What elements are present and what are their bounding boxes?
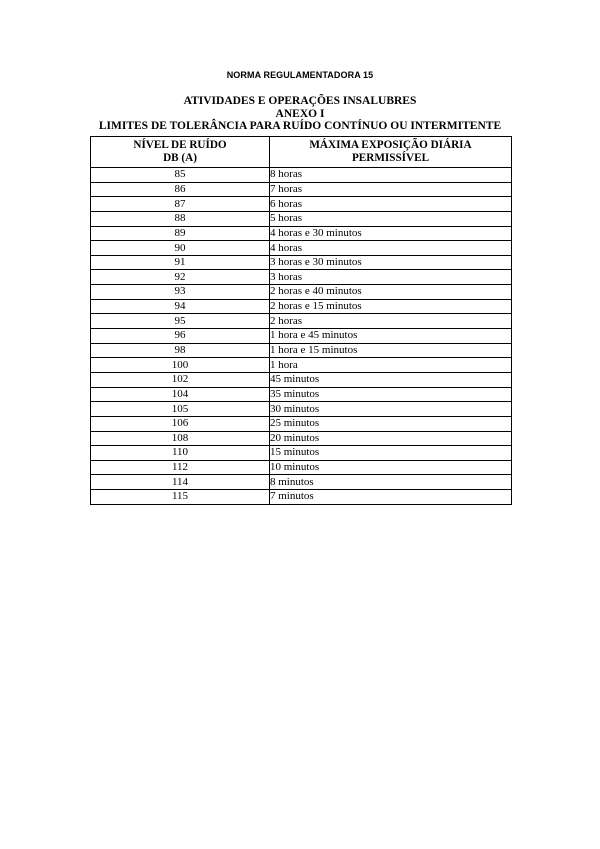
table-row [91,285,512,300]
noise-level-cell: 94 [91,299,270,314]
table-row [91,460,512,475]
table-row [91,299,512,314]
noise-level-cell: 90 [91,241,270,256]
noise-level-cell: 115 [91,490,270,505]
max-exposure-cell: 45 minutos [270,372,512,387]
column-header-noise-level [91,137,270,168]
max-exposure-cell: 20 minutos [270,431,512,446]
annex-label: ANEXO I [275,107,325,120]
noise-level-cell: 86 [91,182,270,197]
noise-level-cell: 106 [91,416,270,431]
noise-level-cell: 98 [91,343,270,358]
max-exposure-cell: 2 horas e 40 minutos [270,285,512,300]
table-row [91,314,512,329]
noise-level-cell: 91 [91,255,270,270]
noise-level-cell: 108 [91,431,270,446]
noise-level-cell: 112 [91,460,270,475]
table-row [91,446,512,461]
noise-level-cell: 102 [91,372,270,387]
max-exposure-cell: 25 minutos [270,416,512,431]
table-row [91,343,512,358]
document-title: ATIVIDADES E OPERAÇÕES INSALUBRES [183,95,417,107]
max-exposure-cell: 4 horas e 30 minutos [270,226,512,241]
table-row [91,372,512,387]
noise-limits-table [90,136,512,505]
noise-level-cell: 92 [91,270,270,285]
noise-level-cell: 104 [91,387,270,402]
noise-level-cell: 88 [91,211,270,226]
max-exposure-cell: 8 horas [270,168,512,183]
noise-level-cell: 105 [91,402,270,417]
noise-level-cell: 114 [91,475,270,490]
table-row [91,255,512,270]
max-exposure-cell: 3 horas e 30 minutos [270,255,512,270]
max-exposure-cell: 10 minutos [270,460,512,475]
table-row [91,211,512,226]
column-header-line: DB (A) [163,152,197,164]
table-row [91,358,512,373]
noise-level-cell: 93 [91,285,270,300]
table-header-row [91,137,512,168]
max-exposure-cell: 2 horas [270,314,512,329]
table-row [91,490,512,505]
document-header: NORMA REGULAMENTADORA 15 [226,70,374,80]
max-exposure-cell: 7 minutos [270,490,512,505]
column-header-line: MÁXIMA EXPOSIÇÃO DIÁRIA [309,139,472,151]
noise-level-cell: 110 [91,446,270,461]
noise-level-cell: 85 [91,168,270,183]
heading-block [0,95,600,133]
table-row [91,475,512,490]
max-exposure-cell: 1 hora [270,358,512,373]
table-row [91,431,512,446]
table-row [91,270,512,285]
table-row [91,241,512,256]
max-exposure-cell: 4 horas [270,241,512,256]
column-header-line: PERMISSÍVEL [351,152,430,164]
max-exposure-cell: 35 minutos [270,387,512,402]
table-row [91,329,512,344]
column-header-max-exposure [270,137,512,168]
table-row [91,402,512,417]
max-exposure-cell: 5 horas [270,211,512,226]
noise-level-cell: 95 [91,314,270,329]
document-subtitle: LIMITES DE TOLERÂNCIA PARA RUÍDO CONTÍNUO OU INTERMITENTE [98,120,502,132]
max-exposure-cell: 15 minutos [270,446,512,461]
max-exposure-cell: 7 horas [270,182,512,197]
noise-level-cell: 87 [91,197,270,212]
noise-level-cell: 89 [91,226,270,241]
table-row [91,387,512,402]
max-exposure-cell: 1 hora e 15 minutos [270,343,512,358]
table-row [91,226,512,241]
table-row [91,182,512,197]
noise-level-cell: 100 [91,358,270,373]
table-row [91,416,512,431]
max-exposure-cell: 3 horas [270,270,512,285]
column-header-line: NÍVEL DE RUÍDO [133,139,227,151]
max-exposure-cell: 1 hora e 45 minutos [270,329,512,344]
max-exposure-cell: 30 minutos [270,402,512,417]
table-row [91,197,512,212]
noise-level-cell: 96 [91,329,270,344]
max-exposure-cell: 2 horas e 15 minutos [270,299,512,314]
max-exposure-cell: 8 minutos [270,475,512,490]
table-row [91,168,512,183]
max-exposure-cell: 6 horas [270,197,512,212]
